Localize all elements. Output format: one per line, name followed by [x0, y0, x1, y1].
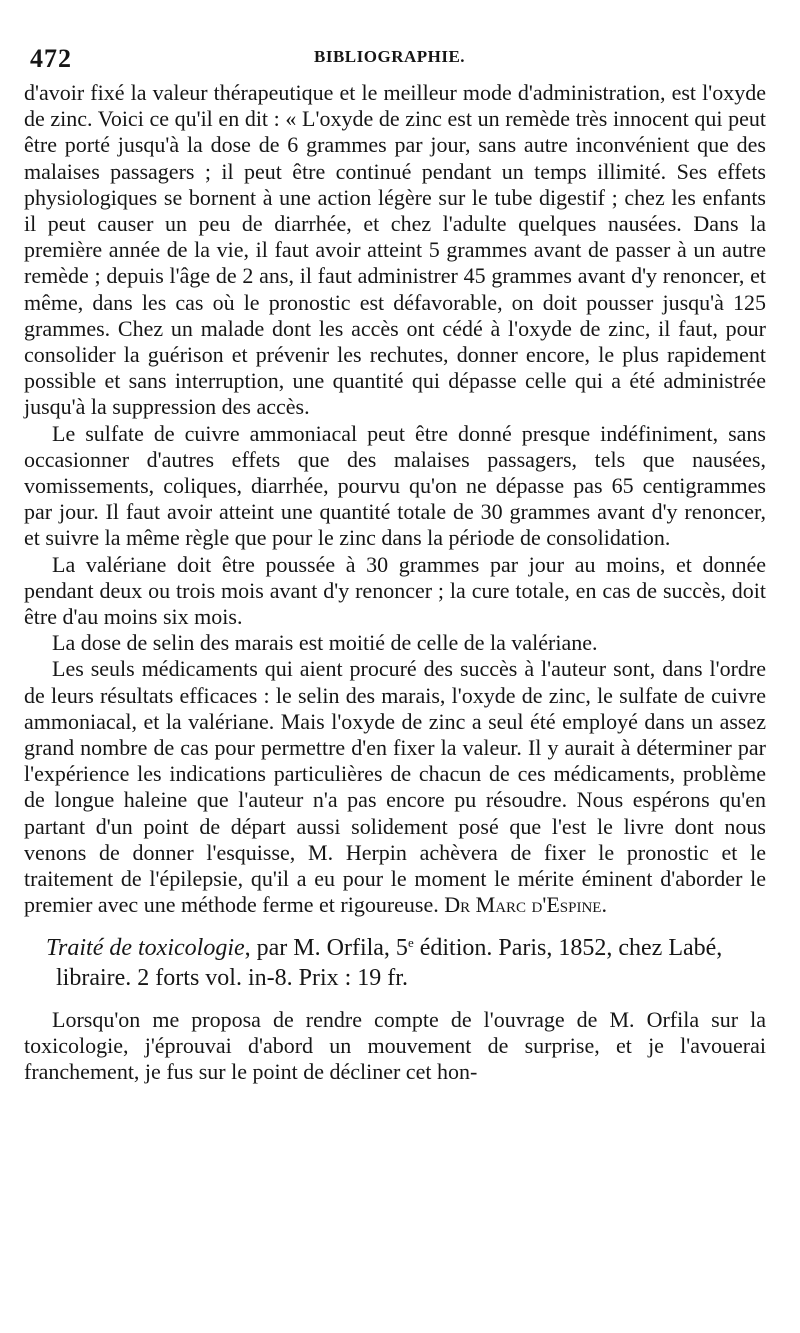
body-text	[24, 80, 766, 919]
entry-author: , par M. Orfila, 5	[244, 934, 408, 961]
running-title: BIBLIOGRAPHIE.	[314, 47, 466, 66]
paragraph-copper-sulfate: Le sulfate de cuivre ammoniacal peut être donné presque indéfiniment, sans occasionner d'autres effets que des malaises passagers, tels que nausées, vomissements, coliques, diarrhée, pourvu qu'on ne dépasse pas 65 centigrammes par jour. Il faut avoir atteint une quantité totale de 30 grammes avant d'y renoncer, et suivre la même règle que pour le zinc dans la période de consolidation.	[24, 420, 766, 551]
entry-details: édition. Paris, 1852, chez Labé, libraire. 2 forts vol. in-8. Prix : 19 fr.	[56, 934, 723, 991]
paragraph-selin-dose: La dose de selin des marais est moitié de celle de la valériane.	[52, 630, 598, 656]
book-page	[24, 30, 766, 1320]
paragraph-valerian: La valériane doit être poussée à 30 grammes par jour au moins, et donnée pendant deux ou trois mois avant d'y renoncer ; la cure totale, en cas de succès, doit être d'au moins six mois.	[24, 551, 766, 630]
paragraph-zinc-oxide: d'avoir fixé la valeur thérapeutique et le meilleur mode d'administration, est l'oxyde de zinc. Voici ce qu'il en dit : « L'oxyde de zinc est un remède très innocent qui peut être porté jusqu'à la dose de 6 grammes par jour, sans autre inconvénient que des malaises passagers ; il peut être continué pendant un temps illimité. Ses effets physiologiques se bornent à une action légère sur le tube digestif ; chez les enfants il peut causer un peu de diarrhée, et chez l'adulte quelques nausées. Dans la première année de la vie, il faut avoir atteint 5 grammes avant de passer à un autre remède ; depuis l'âge de 2 ans, il faut administrer 45 grammes avant d'y renoncer, et même, dans les cas où le pronostic est défavorable, on doit pousser jusqu'à 125 grammes. Chez un malade dont les accès ont cédé à l'oxyde de zinc, il faut, pour consolider la guérison et prévenir les rechutes, donner encore, le plus rapidement possible et sans interruption, une quantité qui dépasse celle qui a été administrée jusqu'à la suppression des accès.	[24, 80, 766, 420]
author-signature: Dr Marc d'Espine.	[444, 892, 607, 918]
entry-edition-sup: e	[407, 934, 414, 950]
review-paragraph: Lorsqu'on me proposa de rendre compte de l'ouvrage de M. Orfila sur la toxicologie, j'éprouvai d'abord un mouvement de surprise, et je l'avouerai franchement, je fus sur le point de décliner cet hon-	[24, 1006, 766, 1084]
page-number: 472	[30, 44, 72, 73]
bibliography-entry	[24, 933, 766, 993]
entry-title: Traité de toxicologie	[46, 934, 245, 961]
running-header	[24, 30, 766, 80]
paragraph-conclusion-text: Les seuls médicaments qui aient procuré des succès à l'auteur sont, dans l'ordre de leurs résultats efficaces : le selin des marais, l'oxyde de zinc, le sulfate de cuivre ammoniacal, et la valériane. Mais l'oxyde de zinc a seul été employé dans un assez grand nombre de cas pour permettre d'en fixer la valeur. Il y aurait à déterminer par l'expérience les indications particulières de chacun de ces médicaments, problème de longue haleine que l'auteur n'a pas encore pu résoudre. Nous espérons qu'en partant d'un point de départ aussi solidement posé que l'est le livre dont nous venons de donner l'esquisse, M. Herpin achèvera de fixer le pronostic et le traitement de l'épilepsie, qu'il a eu pour le moment le mérite éminent d'aborder le premier avec une méthode ferme et rigoureuse.	[24, 656, 766, 918]
paragraph-conclusion	[24, 656, 766, 918]
